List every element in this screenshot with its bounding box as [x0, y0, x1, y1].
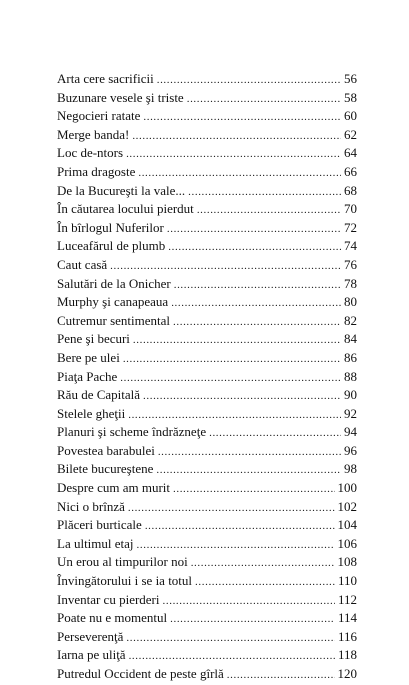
toc-entry-page-number: 92 [344, 405, 357, 421]
toc-entry-page-number: 82 [344, 312, 357, 328]
toc-entry [57, 646, 357, 665]
dot-leader [157, 71, 341, 90]
toc-entry-title: Bilete bucureştene [57, 461, 154, 477]
toc-entry [57, 200, 357, 219]
dot-leader [227, 666, 335, 685]
toc-entry-title: Iarna pe uliţă [57, 647, 126, 663]
toc-entry-page-number: 112 [337, 591, 357, 607]
toc-entry-title: Bere pe ulei [57, 349, 120, 365]
toc-entry [57, 665, 357, 684]
toc-entry-title: Merge banda! [57, 126, 130, 142]
toc-entry-title: Luceafărul de plumb [57, 238, 166, 254]
dot-leader [170, 610, 335, 629]
toc-entry [57, 182, 357, 201]
dot-leader [133, 331, 341, 350]
toc-entry-title: Rău de Capitală [57, 387, 141, 403]
toc-entry-title: Despre cum am murit [57, 480, 170, 496]
dot-leader [173, 480, 335, 499]
toc-entry [57, 498, 357, 517]
toc-entry-page-number: 62 [344, 126, 357, 142]
toc-entry [57, 591, 357, 610]
dot-leader [137, 536, 335, 555]
toc-entry-page-number: 90 [344, 387, 357, 403]
dot-leader [143, 108, 341, 127]
dot-leader [174, 276, 341, 295]
dot-leader [126, 629, 335, 648]
toc-entry-page-number: 114 [337, 610, 357, 626]
dot-leader [128, 499, 335, 518]
toc-entry [57, 107, 357, 126]
toc-entry [57, 256, 357, 275]
toc-entry-title: Nici o brînză [57, 498, 125, 514]
toc-entry-title: Caut casă [57, 256, 108, 272]
toc-entry-page-number: 96 [344, 442, 357, 458]
toc-entry-page-number: 88 [344, 368, 357, 384]
toc-entry [57, 330, 357, 349]
dot-leader [168, 238, 341, 257]
dot-leader [191, 554, 335, 573]
toc-entry-title: În bîrlogul Nuferilor [57, 219, 164, 235]
toc-entry-page-number: 72 [344, 219, 357, 235]
toc-entry [57, 293, 357, 312]
table-of-contents [57, 70, 357, 684]
dot-leader [167, 220, 341, 239]
toc-entry [57, 423, 357, 442]
toc-entry-page-number: 120 [337, 666, 357, 681]
toc-entry [57, 442, 357, 461]
dot-leader [197, 201, 341, 220]
toc-entry-title: Stelele gheţii [57, 405, 126, 421]
toc-entry-title: În căutarea locului pierdut [57, 201, 194, 217]
toc-entry-page-number: 104 [337, 517, 357, 533]
toc-entry-title: Cutremur sentimental [57, 312, 171, 328]
toc-entry [57, 460, 357, 479]
toc-entry [57, 349, 357, 368]
toc-entry-page-number: 110 [337, 573, 357, 589]
dot-leader [195, 573, 335, 592]
toc-entry-title: Un erou al timpurilor noi [57, 554, 188, 570]
dot-leader [173, 313, 341, 332]
dot-leader [188, 183, 341, 202]
dot-leader [145, 517, 335, 536]
toc-entry [57, 219, 357, 238]
toc-entry-title: Arta cere sacrificii [57, 71, 154, 86]
dot-leader [132, 127, 341, 146]
toc-entry-page-number: 76 [344, 256, 357, 272]
toc-entry [57, 553, 357, 572]
toc-entry-title: Loc de-ntors [57, 145, 124, 161]
toc-entry [57, 312, 357, 331]
toc-entry-page-number: 108 [337, 554, 357, 570]
toc-entry-title: Poate nu e momentul [57, 610, 168, 626]
toc-entry-title: De la Bucureşti la vale... [57, 182, 186, 198]
toc-entry-page-number: 98 [344, 461, 357, 477]
toc-entry-title: Învingătorului i se ia totul [57, 573, 193, 589]
dot-leader [120, 369, 341, 388]
dot-leader [171, 294, 341, 313]
toc-entry [57, 572, 357, 591]
toc-entry-title: Buzunare vesele şi triste [57, 89, 184, 105]
toc-entry-title: Salutări de la Onicher [57, 275, 171, 291]
toc-entry-page-number: 74 [344, 238, 357, 254]
dot-leader [110, 257, 341, 276]
toc-entry-page-number: 86 [344, 349, 357, 365]
toc-entry-page-number: 100 [337, 480, 357, 496]
toc-entry-title: Inventar cu pierderi [57, 591, 160, 607]
toc-entry [57, 126, 357, 145]
dot-leader [163, 592, 335, 611]
dot-leader [123, 350, 341, 369]
toc-entry [57, 535, 357, 554]
toc-entry-title: Murphy şi canapeaua [57, 294, 169, 310]
toc-entry-page-number: 116 [337, 628, 357, 644]
toc-entry-page-number: 60 [344, 108, 357, 124]
toc-entry [57, 275, 357, 294]
toc-entry-page-number: 102 [337, 498, 357, 514]
dot-leader [138, 164, 341, 183]
toc-entry [57, 628, 357, 647]
toc-entry-title: Povestea barabulei [57, 442, 155, 458]
toc-entry-title: Negocieri ratate [57, 108, 141, 124]
toc-entry-title: Perseverenţă [57, 628, 124, 644]
toc-entry-page-number: 94 [344, 424, 357, 440]
toc-entry-page-number: 68 [344, 182, 357, 198]
toc-entry [57, 386, 357, 405]
toc-entry-page-number: 70 [344, 201, 357, 217]
toc-entry [57, 70, 357, 89]
toc-entry-title: Piaţa Pache [57, 368, 118, 384]
toc-entry [57, 368, 357, 387]
toc-entry [57, 479, 357, 498]
dot-leader [143, 387, 341, 406]
toc-entry-page-number: 58 [344, 89, 357, 105]
toc-entry [57, 163, 357, 182]
toc-entry-title: Prima dragoste [57, 163, 136, 179]
dot-leader [156, 461, 341, 480]
toc-entry-page-number: 64 [344, 145, 357, 161]
dot-leader [209, 424, 341, 443]
toc-entry-title: Pene şi becuri [57, 331, 130, 347]
dot-leader [128, 406, 341, 425]
toc-entry-page-number: 80 [344, 294, 357, 310]
toc-entry-title: La ultimul etaj [57, 535, 134, 551]
dot-leader [126, 145, 341, 164]
toc-entry-title: Putredul Occident de peste gîrlă [57, 666, 224, 681]
dot-leader [129, 647, 335, 666]
toc-entry-page-number: 118 [337, 647, 357, 663]
toc-entry [57, 89, 357, 108]
toc-entry-title: Planuri şi scheme îndrăzneţe [57, 424, 207, 440]
toc-entry [57, 405, 357, 424]
toc-entry-page-number: 66 [344, 163, 357, 179]
toc-entry [57, 609, 357, 628]
toc-entry-page-number: 78 [344, 275, 357, 291]
toc-entry-page-number: 84 [344, 331, 357, 347]
toc-entry-page-number: 106 [337, 535, 357, 551]
dot-leader [187, 90, 341, 109]
dot-leader [158, 443, 341, 462]
toc-entry [57, 516, 357, 535]
toc-entry [57, 144, 357, 163]
toc-entry-page-number: 56 [344, 71, 357, 86]
toc-entry [57, 237, 357, 256]
toc-entry-title: Plăceri burticale [57, 517, 142, 533]
